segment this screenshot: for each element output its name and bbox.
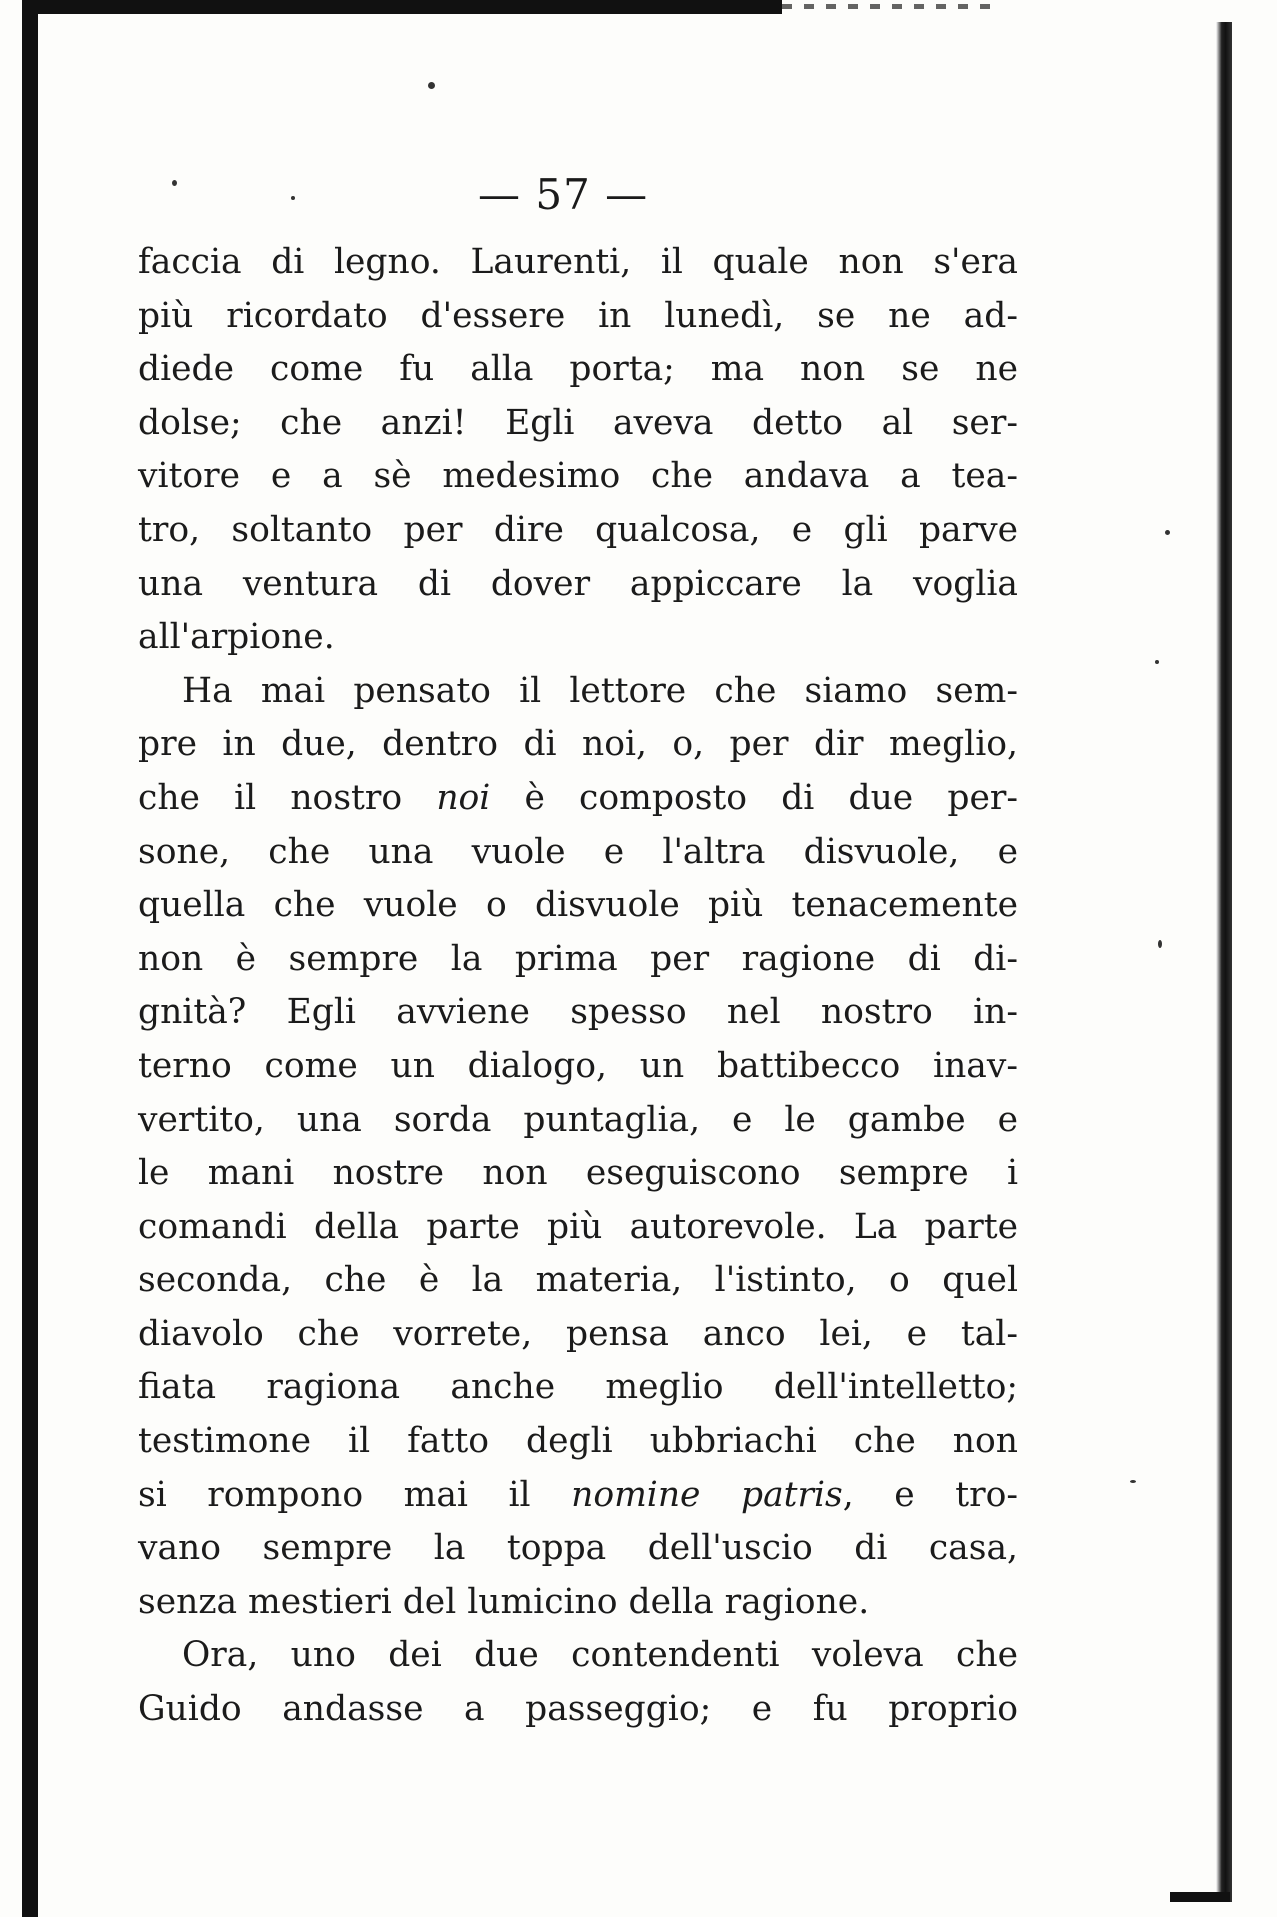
- italic-phrase: nomine patris: [571, 1474, 843, 1515]
- text-line: fiata ragiona anche meglio dell'intelletto;: [138, 1367, 1018, 1408]
- text-line: tro, soltanto per dire qualcosa, e gli parve: [138, 509, 1018, 550]
- text-fragment: è composto di due per-: [490, 777, 1019, 818]
- scan-border-right: [1216, 22, 1232, 1902]
- scan-speck: [1155, 660, 1159, 664]
- text-line: quella che vuole o disvuole più tenacemente: [138, 885, 1018, 926]
- italic-word: noi: [436, 777, 491, 818]
- text-line: una ventura di dover appiccare la voglia: [138, 563, 1018, 604]
- body-text: [138, 236, 1018, 1737]
- text-fragment: , e tro-: [842, 1474, 1019, 1515]
- text-fragment: si rompono mai il: [138, 1474, 572, 1515]
- text-line: dolse; che anzi! Egli aveva detto al ser-: [138, 402, 1018, 443]
- scan-speck: [1165, 530, 1170, 535]
- text-line: Guido andasse a passeggio; e fu proprio: [138, 1689, 1018, 1730]
- scan-speck: [428, 82, 435, 89]
- scan-speck: [1158, 940, 1162, 948]
- text-line: non è sempre la prima per ragione di di-: [138, 938, 1018, 979]
- text-line: comandi della parte più autorevole. La parte: [138, 1206, 1018, 1247]
- text-line: seconda, che è la materia, l'istinto, o quel: [138, 1260, 1018, 1301]
- text-line: vano sempre la toppa dell'uscio di casa,: [138, 1528, 1018, 1569]
- text-line: Ora, uno dei due contendenti voleva che: [182, 1635, 1018, 1676]
- page-number: — 57 —: [478, 170, 649, 219]
- text-fragment: che il nostro: [138, 777, 437, 818]
- text-line: sone, che una vuole e l'altra disvuole, e: [138, 831, 1018, 872]
- text-line-with-italic: [138, 772, 1018, 826]
- text-line: testimone il fatto degli ubbriachi che non: [138, 1421, 1018, 1462]
- scan-border-top: [22, 0, 782, 14]
- text-line: senza mestieri del lumicino della ragione.: [138, 1581, 870, 1622]
- text-line-with-italic: [138, 1469, 1018, 1523]
- text-line: più ricordato d'essere in lunedì, se ne ad-: [138, 295, 1018, 336]
- text-line: le mani nostre non eseguiscono sempre i: [138, 1153, 1018, 1194]
- scan-speck: [291, 196, 295, 200]
- text-line: all'arpione.: [138, 617, 335, 658]
- text-line: vitore e a sè medesimo che andava a tea-: [138, 456, 1018, 497]
- scan-border-top-fade: [782, 4, 1002, 9]
- text-line: gnità? Egli avviene spesso nel nostro in-: [138, 992, 1018, 1033]
- scan-speck: [1130, 1480, 1136, 1483]
- text-line: vertito, una sorda puntaglia, e le gambe e: [138, 1099, 1018, 1140]
- text-line: diavolo che vorrete, pensa anco lei, e tal-: [138, 1313, 1018, 1354]
- text-line: terno come un dialogo, un battibecco inav-: [138, 1045, 1018, 1086]
- text-line: faccia di legno. Laurenti, il quale non s'era: [138, 242, 1018, 282]
- scan-border-right-bottom: [1170, 1892, 1230, 1902]
- scan-speck: [172, 180, 177, 186]
- text-line: Ha mai pensato il lettore che siamo sem-: [182, 670, 1018, 711]
- scan-border-left: [22, 0, 38, 1917]
- text-line: pre in due, dentro di noi, o, per dir meglio,: [138, 724, 1018, 765]
- text-line: diede come fu alla porta; ma non se ne: [138, 349, 1018, 390]
